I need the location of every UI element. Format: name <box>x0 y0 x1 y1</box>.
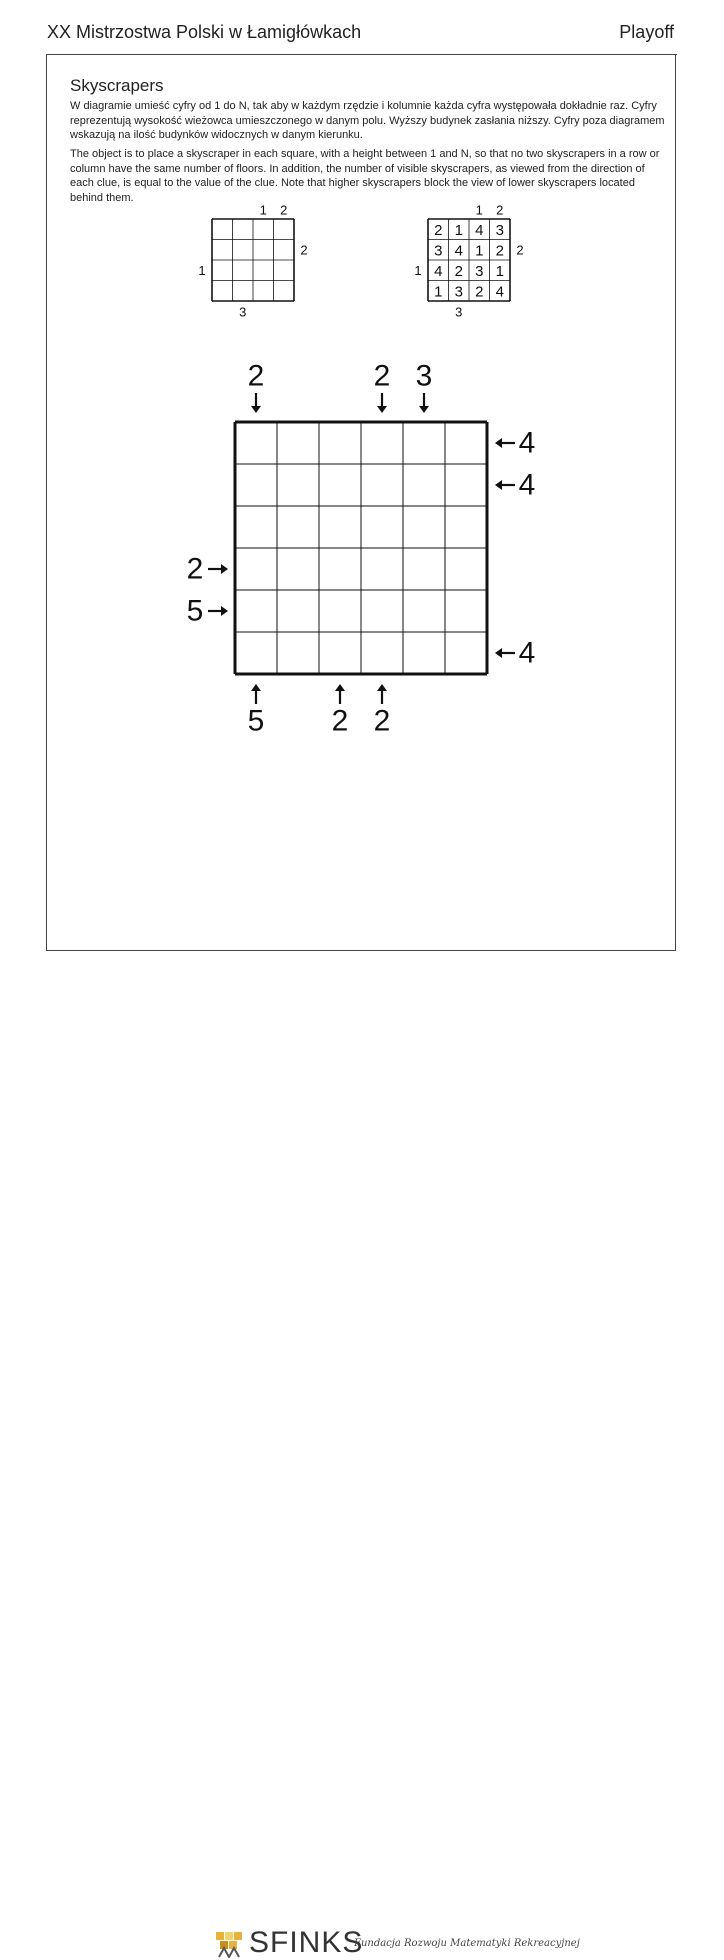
grid-cell[interactable] <box>403 590 445 632</box>
arrow-left-icon <box>495 438 515 448</box>
solution-cell: 1 <box>454 221 463 239</box>
grid-cell[interactable] <box>319 506 361 548</box>
clue-left: 5 <box>186 594 204 628</box>
puzzle-title: Skyscrapers <box>70 76 164 95</box>
grid-cell[interactable] <box>319 548 361 590</box>
rules-english: The object is to place a skyscraper in each square, with a height between 1 and N, so that no two skyscrapers in a row or column have the same number of floors. In addition, the number of visible skyscrapers, as viewed from the direction of each clue, is equal to the value of the clue. Note that higher skyscrapers block the view of lower skyscrapers located behind them. <box>70 148 660 204</box>
clue-left: 1 <box>198 262 206 278</box>
grid-cell[interactable] <box>235 422 277 464</box>
example-solved-grid <box>414 203 523 320</box>
arrow-down-icon <box>251 393 261 413</box>
grid-cell[interactable] <box>445 590 487 632</box>
grid-cell[interactable] <box>319 632 361 674</box>
solution-cell: 4 <box>475 221 484 239</box>
grid-cell[interactable] <box>235 506 277 548</box>
foundation-tagline: Fundacja Rozwoju Matematyki Rekreacyjnej <box>354 1938 580 1949</box>
grid-cell[interactable] <box>319 590 361 632</box>
clue-top: 1 <box>259 202 267 218</box>
clue-top: 2 <box>247 359 265 393</box>
rules-polish: W diagramie umieść cyfry od 1 do N, tak aby w każdym rzędzie i kolumnie każda cyfra występowała dokładnie raz. Cyfry reprezentują wysokość wieżowca umieszczonego w danym polu. Wyższy budynek zasłania niższy. Cyfry poza diagramem wskazują na ilość budynków widocznych w danym kierunku. <box>70 100 665 141</box>
clue-top: 1 <box>475 202 483 218</box>
grid-cell[interactable] <box>319 464 361 506</box>
clue-right: 4 <box>518 426 536 460</box>
grid-cell[interactable] <box>445 506 487 548</box>
solution-cell: 3 <box>454 283 463 301</box>
solution-cell: 2 <box>475 283 484 301</box>
solution-cell: 4 <box>434 262 443 280</box>
solution-cell: 2 <box>434 221 443 239</box>
grid-cell[interactable] <box>403 422 445 464</box>
grid-cell[interactable] <box>445 422 487 464</box>
clue-top: 2 <box>280 202 288 218</box>
grid-cell[interactable] <box>277 590 319 632</box>
clue-top: 3 <box>415 359 433 393</box>
arrow-left-icon <box>495 648 515 658</box>
solution-cell: 4 <box>454 242 463 260</box>
grid-cell[interactable] <box>403 464 445 506</box>
arrow-up-icon <box>377 684 387 704</box>
grid-cell[interactable] <box>361 590 403 632</box>
grid-cell[interactable] <box>235 590 277 632</box>
arrow-down-icon <box>377 393 387 413</box>
round-name: Playoff <box>619 22 674 42</box>
grid-cell[interactable] <box>445 632 487 674</box>
grid-cell[interactable] <box>403 548 445 590</box>
clue-right: 4 <box>518 468 536 502</box>
clue-left: 1 <box>414 262 422 278</box>
arrow-up-icon <box>251 684 261 704</box>
solution-cell: 2 <box>454 262 463 280</box>
grid-cell[interactable] <box>277 506 319 548</box>
grid-cell[interactable] <box>403 632 445 674</box>
grid-cell[interactable] <box>277 422 319 464</box>
arrow-down-icon <box>419 393 429 413</box>
main-puzzle-grid[interactable] <box>187 360 536 738</box>
grid-cell[interactable] <box>361 464 403 506</box>
grid-cell[interactable] <box>361 506 403 548</box>
clue-bottom: 3 <box>239 304 247 320</box>
clue-top: 2 <box>496 202 504 218</box>
solution-cell: 1 <box>475 242 484 260</box>
grid-cell[interactable] <box>235 632 277 674</box>
clue-right: 2 <box>300 242 308 258</box>
clue-top: 2 <box>373 359 391 393</box>
clue-bottom: 2 <box>373 704 391 738</box>
solution-cell: 3 <box>495 221 504 239</box>
arrow-up-icon <box>335 684 345 704</box>
arrow-right-icon <box>208 606 228 616</box>
solution-cell: 1 <box>495 262 504 280</box>
grid-cell[interactable] <box>361 548 403 590</box>
clue-right: 4 <box>518 636 536 670</box>
grid-cell[interactable] <box>235 548 277 590</box>
clue-bottom: 5 <box>247 704 265 738</box>
competition-title: XX Mistrzostwa Polski w Łamigłówkach <box>47 22 362 42</box>
page-footer <box>0 960 724 1959</box>
sfinks-logo-icon <box>214 1930 244 1958</box>
grid-cell[interactable] <box>361 422 403 464</box>
solution-cell: 4 <box>495 283 504 301</box>
grid-cell[interactable] <box>235 464 277 506</box>
solution-cell: 3 <box>475 262 484 280</box>
grid-cell[interactable] <box>277 632 319 674</box>
clue-right: 2 <box>516 242 524 258</box>
clue-bottom: 2 <box>331 704 349 738</box>
arrow-left-icon <box>495 480 515 490</box>
grid-cell[interactable] <box>403 506 445 548</box>
solution-cell: 3 <box>434 242 443 260</box>
clue-bottom: 3 <box>455 304 463 320</box>
example-empty-grid <box>198 203 307 320</box>
grid-cell[interactable] <box>277 548 319 590</box>
sfinks-logo-text: SFINKS <box>249 1926 364 1959</box>
arrow-right-icon <box>208 564 228 574</box>
solution-cell: 2 <box>495 242 504 260</box>
grid-cell[interactable] <box>445 464 487 506</box>
grid-cell[interactable] <box>361 632 403 674</box>
clue-left: 2 <box>186 552 204 586</box>
grid-cell[interactable] <box>277 464 319 506</box>
grid-cell[interactable] <box>445 548 487 590</box>
solution-cell: 1 <box>434 283 443 301</box>
grid-cell[interactable] <box>319 422 361 464</box>
